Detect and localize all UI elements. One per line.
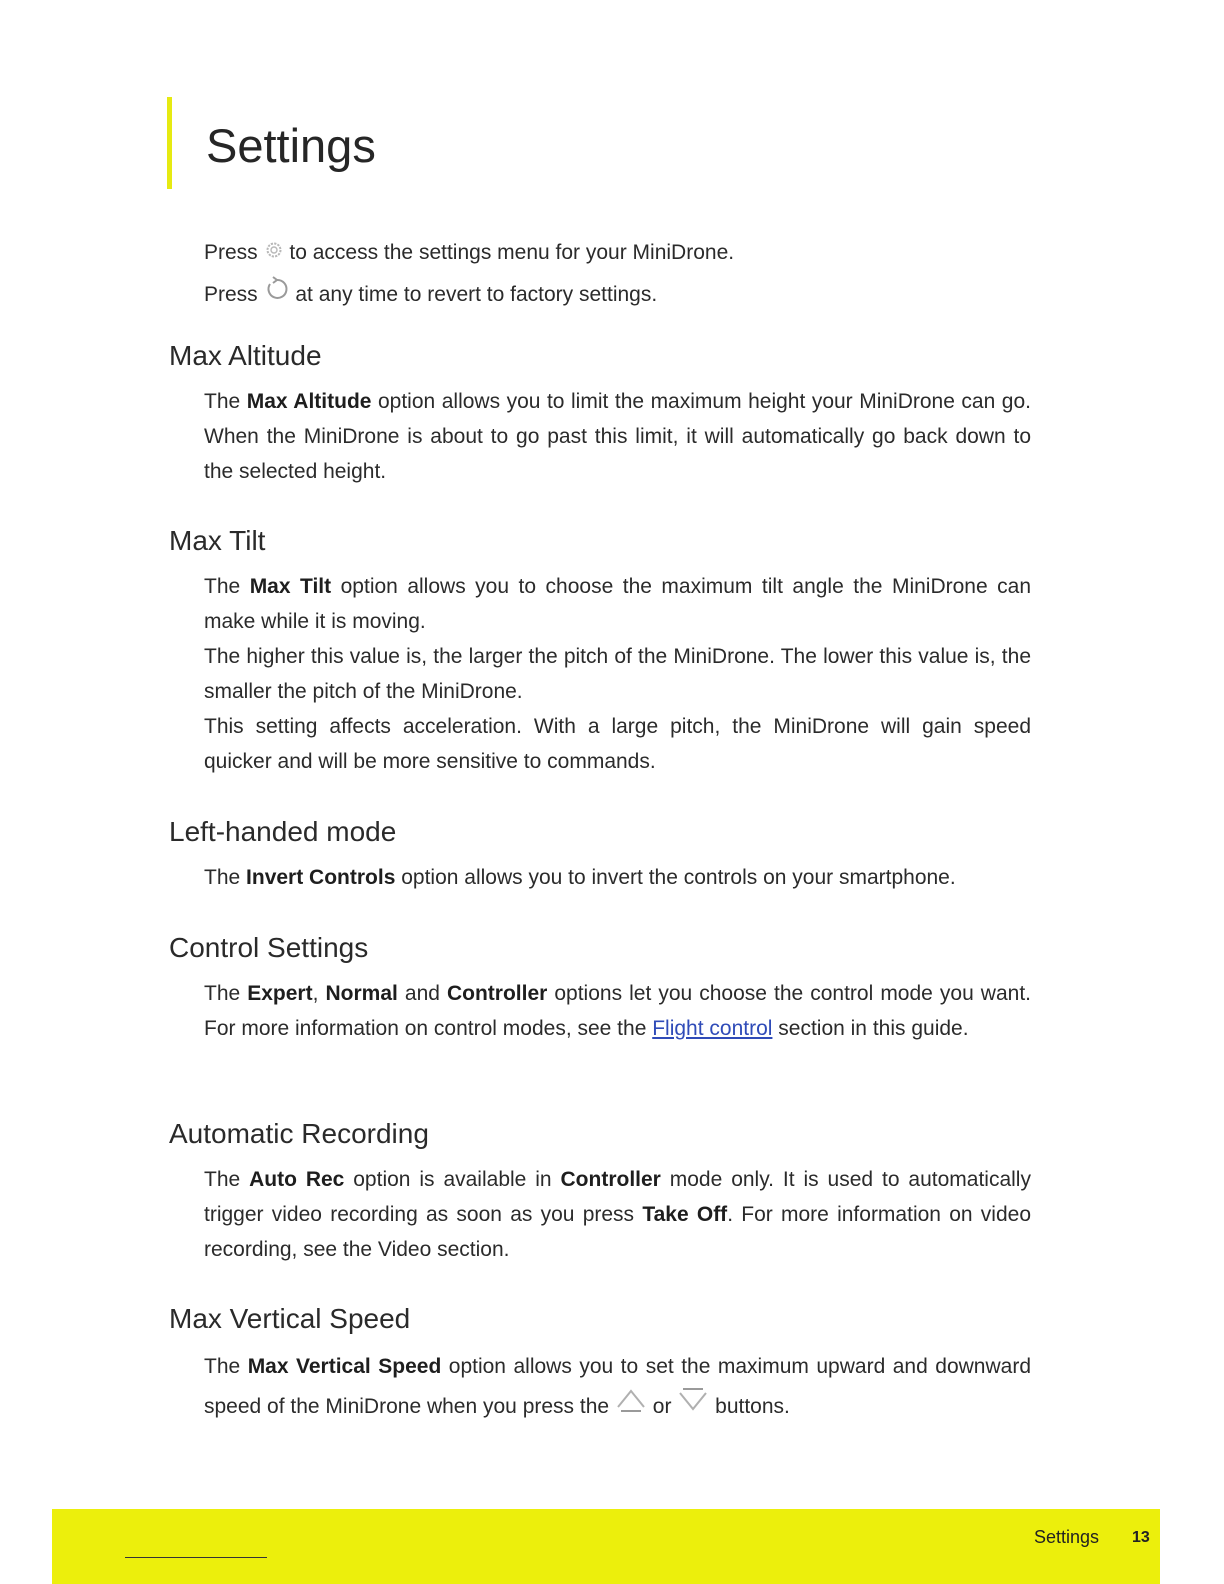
intro-line-1 <box>204 232 1034 274</box>
bold-term: Controller <box>446 982 548 1005</box>
text: and <box>397 982 447 1005</box>
text: buttons. <box>715 1395 790 1418</box>
revert-icon <box>264 275 290 316</box>
text: or <box>652 1395 672 1418</box>
paragraph <box>204 976 1031 1046</box>
paragraph: The higher this value is, the larger the pitch of the MiniDrone. The lower this value is, the smaller the pitch of the MiniDrone. <box>204 645 1031 703</box>
section-max-altitude <box>169 338 1031 489</box>
bold-term: Expert <box>247 982 313 1005</box>
page-number: 13 <box>1132 1529 1150 1546</box>
section-control-settings <box>169 930 1031 1046</box>
text: option is available in <box>344 1168 561 1191</box>
section-body <box>204 1162 1031 1267</box>
paragraph <box>204 860 1031 895</box>
footer-section-label: Settings <box>1034 1527 1100 1547</box>
text: The <box>204 575 250 598</box>
bold-term: Auto Rec <box>249 1168 345 1191</box>
section-body <box>204 976 1031 1046</box>
page-title: Settings <box>206 119 376 172</box>
text: option allows you to choose the maximum tilt angle the MiniDrone can make while it is moving. <box>204 575 1031 633</box>
intro-line-2 <box>204 274 1034 316</box>
section-left-handed-mode <box>169 814 1031 895</box>
text: . For more information on video recording, see the Video section. <box>204 1203 1032 1261</box>
down-arrow-icon <box>677 1387 709 1427</box>
paragraph <box>204 1347 1031 1427</box>
bold-term: Invert Controls <box>246 866 396 889</box>
paragraph <box>204 569 1031 639</box>
text: mode only. It is used to automatically trigger video recording as soon as you press <box>204 1168 1031 1226</box>
gear-icon <box>264 233 284 274</box>
text: The <box>204 1168 250 1191</box>
bold-term: Max Tilt <box>249 575 332 598</box>
section-body <box>204 384 1031 489</box>
flight-control-link[interactable]: Flight control <box>652 1017 773 1040</box>
intro-line-2-pre: Press <box>204 282 258 306</box>
text: , <box>312 982 326 1005</box>
text: option allows you to limit the maximum height your MiniDrone can go. When the MiniDrone is about to go past this limit, it will automatically go back down to the selected height. <box>204 390 1031 483</box>
paragraph: This setting affects acceleration. With a large pitch, the MiniDrone will gain speed quicker and will be more sensitive to commands. <box>204 715 1031 773</box>
text: options let you choose the control mode you want. For more information on control modes, see the <box>204 982 1031 1040</box>
text: The <box>204 390 247 413</box>
section-max-vertical-speed <box>169 1301 1031 1427</box>
section-heading: Max Vertical Speed <box>169 1303 411 1334</box>
text: The <box>204 1355 248 1378</box>
section-automatic-recording <box>169 1116 1031 1267</box>
bold-term: Normal <box>325 982 398 1005</box>
footer-rule <box>125 1557 267 1558</box>
intro-line-2-post: at any time to revert to factory settings. <box>295 282 658 306</box>
section-heading: Max Altitude <box>169 340 322 371</box>
section-body <box>204 1347 1031 1427</box>
text: option allows you to set the maximum upward and downward speed of the MiniDrone when you press the <box>204 1355 1031 1418</box>
paragraph <box>204 384 1031 489</box>
section-heading: Automatic Recording <box>169 1118 429 1149</box>
intro <box>204 232 1034 316</box>
section-heading: Control Settings <box>169 932 369 963</box>
footer-bar <box>52 1509 1160 1584</box>
section-body <box>204 860 1031 895</box>
intro-line-1-pre: Press <box>204 241 258 264</box>
up-arrow-icon <box>615 1387 647 1427</box>
bold-term: Max Vertical Speed <box>247 1355 442 1378</box>
section-heading: Left-handed mode <box>169 816 397 847</box>
bold-term: Take Off <box>642 1203 728 1226</box>
text: section in this guide. <box>772 1017 969 1040</box>
section-max-tilt <box>169 523 1031 779</box>
section-heading: Max Tilt <box>169 525 266 556</box>
text: option allows you to invert the controls on your smartphone. <box>395 866 956 889</box>
paragraph <box>204 1162 1031 1267</box>
title-accent-bar <box>167 97 172 189</box>
intro-line-1-post: to access the settings menu for your MiniDrone. <box>289 241 735 264</box>
text: The <box>204 866 247 889</box>
section-body <box>204 569 1031 779</box>
text: The <box>204 982 248 1005</box>
bold-term: Controller <box>560 1168 661 1191</box>
bold-term: Max Altitude <box>246 390 372 413</box>
